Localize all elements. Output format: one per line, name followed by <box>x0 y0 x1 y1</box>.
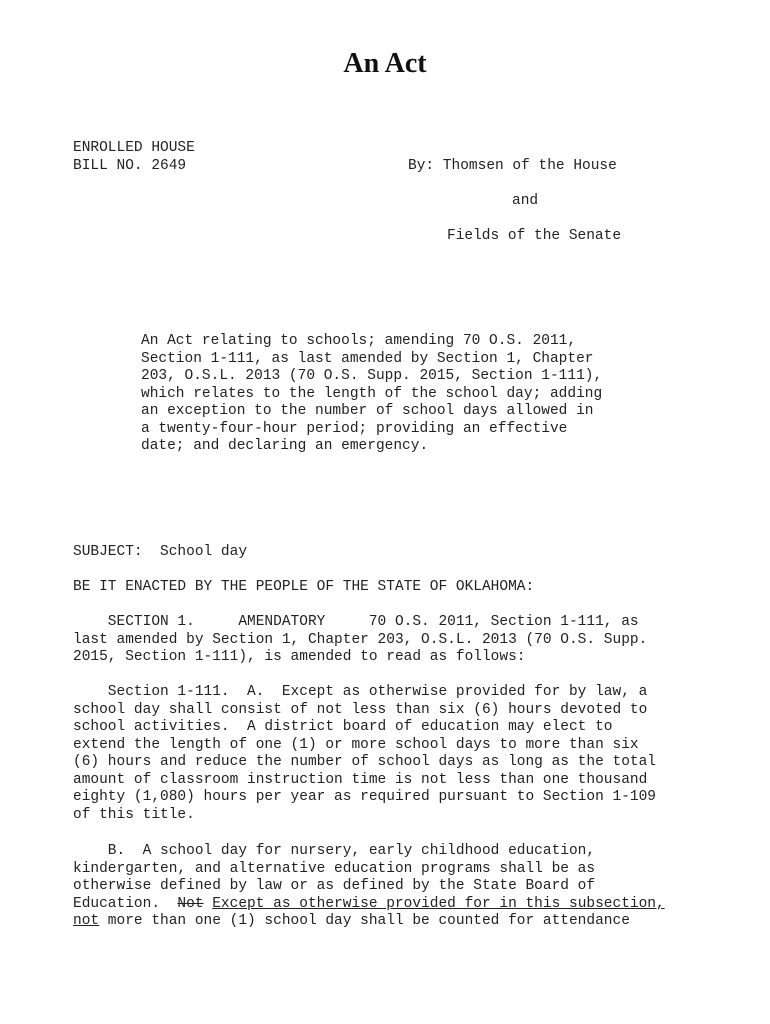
subsection-b <box>73 843 665 931</box>
line-text: Education. <box>73 895 178 912</box>
paragraph-line: kindergarten, and alternative education programs shall be as <box>73 860 596 877</box>
section-line: SECTION 1. AMENDATORY 70 O.S. 2011, Section 1-111, as <box>73 614 639 630</box>
enacting-clause: BE IT ENACTED BY THE PEOPLE OF THE STATE OF OKLAHOMA: <box>73 579 535 595</box>
paragraph-line <box>73 913 665 931</box>
section-1-heading <box>73 614 647 667</box>
inserted-text: Except as otherwise provided for in this subsection, <box>212 895 665 912</box>
paragraph-line: school activities. A district board of education may elect to <box>73 719 613 735</box>
house-author: By: Thomsen of the House <box>408 157 617 174</box>
act-summary <box>141 333 602 456</box>
summary-line: Section 1-111, as last amended by Section 1, Chapter <box>141 350 594 367</box>
summary-line: date; and declaring an emergency. <box>141 438 429 454</box>
paragraph-line: eighty (1,080) hours per year as required pursuant to Section 1-109 <box>73 789 656 805</box>
summary-line: An Act relating to schools; amending 70 O.S. 2011, <box>141 333 577 349</box>
inserted-text: not <box>73 913 100 929</box>
paragraph-line: otherwise defined by law or as defined by the State Board of <box>73 878 596 894</box>
document-title: An Act <box>343 48 427 79</box>
summary-line: an exception to the number of school days allowed in <box>141 403 594 419</box>
paragraph-line: of this title. <box>73 806 195 823</box>
bill-designation-line2: BILL NO. 2649 <box>73 157 187 174</box>
paragraph-line: school day shall consist of not less than six (6) hours devoted to <box>73 701 648 718</box>
line-text <box>204 896 213 912</box>
paragraph-line: (6) hours and reduce the number of school days as long as the total <box>73 754 656 770</box>
summary-line: which relates to the length of the school day; adding <box>141 385 603 402</box>
summary-line: a twenty-four-hour period; providing an effective <box>141 420 568 437</box>
section-line: last amended by Section 1, Chapter 203, O.S.L. 2013 (70 O.S. Supp. <box>73 631 648 648</box>
author-conjunction: and <box>512 192 539 209</box>
paragraph-line: amount of classroom instruction time is not less than one thousand <box>73 771 648 788</box>
summary-line: 203, O.S.L. 2013 (70 O.S. Supp. 2015, Section 1-111), <box>141 368 603 384</box>
line-text: more than one (1) school day shall be counted for attendance <box>99 913 630 929</box>
senate-author: Fields of the Senate <box>447 227 622 244</box>
paragraph-line: Section 1-111. A. Except as otherwise provided for by law, a <box>73 684 648 700</box>
subject-line: SUBJECT: School day <box>73 544 248 560</box>
paragraph-line: B. A school day for nursery, early childhood education, <box>73 843 596 859</box>
bill-designation-line1: ENROLLED HOUSE <box>73 140 195 156</box>
struck-text: Not <box>177 895 204 912</box>
paragraph-line <box>73 896 665 914</box>
subsection-a <box>73 684 656 824</box>
section-line: 2015, Section 1-111), is amended to read as follows: <box>73 649 526 665</box>
paragraph-line: extend the length of one (1) or more school days to more than six <box>73 736 639 753</box>
